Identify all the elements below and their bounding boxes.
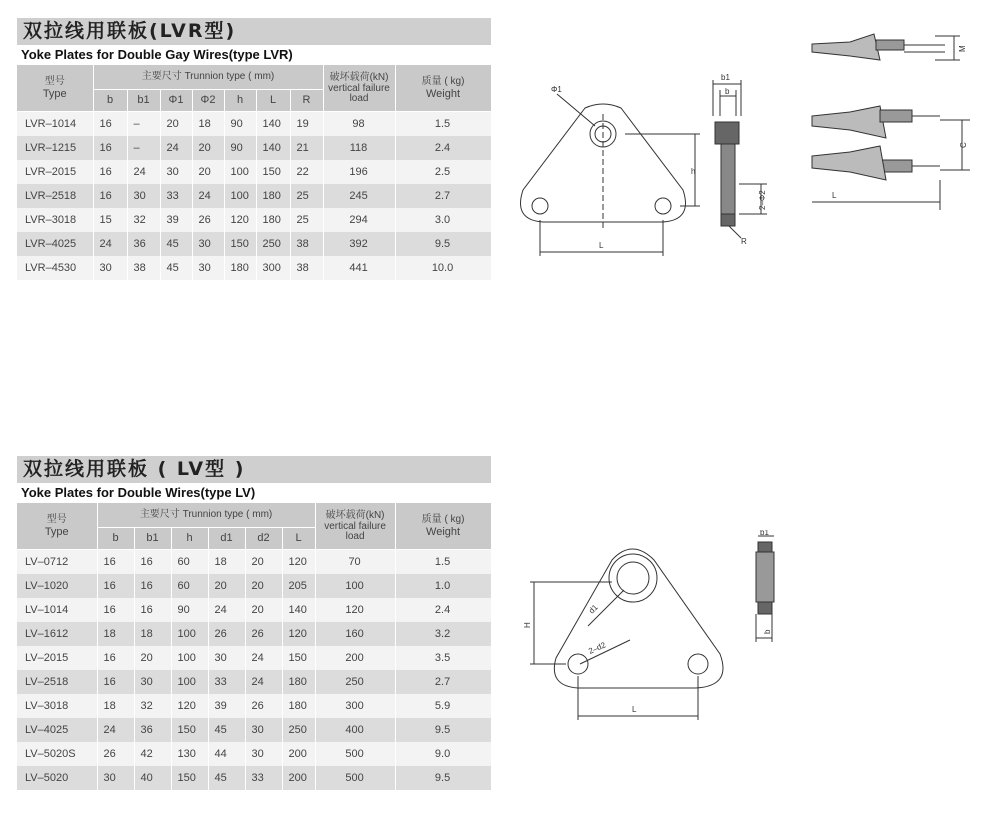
value-cell: 90 (224, 111, 256, 136)
value-cell: 21 (290, 136, 323, 160)
header-col: L (256, 89, 290, 111)
type-cell: LVR–3018 (17, 208, 93, 232)
value-cell: 10.0 (395, 256, 491, 280)
value-cell: 24 (192, 184, 224, 208)
table-row (17, 694, 491, 718)
value-cell: 44 (208, 742, 245, 766)
value-cell: 150 (171, 766, 208, 790)
value-cell: 39 (208, 694, 245, 718)
lvr-plate-drawing (515, 70, 785, 270)
value-cell: 16 (97, 549, 134, 574)
value-cell: 120 (282, 622, 315, 646)
value-cell: 18 (97, 694, 134, 718)
header-col: b (97, 527, 134, 549)
header-load: 破坏载荷(kN) vertical failure load (323, 65, 395, 111)
value-cell: 9.5 (395, 766, 491, 790)
type-cell: LV–1612 (17, 622, 97, 646)
value-cell: 16 (93, 111, 127, 136)
value-cell: 250 (315, 670, 395, 694)
table-row (17, 766, 491, 790)
value-cell: 24 (97, 718, 134, 742)
header-load: 破坏载荷(kN) vertical failure load (315, 503, 395, 549)
value-cell: 1.5 (395, 111, 491, 136)
value-cell: 18 (97, 622, 134, 646)
value-cell: 24 (127, 160, 160, 184)
header-col: b1 (127, 89, 160, 111)
value-cell: 16 (97, 598, 134, 622)
value-cell: 22 (290, 160, 323, 184)
table-row (17, 718, 491, 742)
label-c: C (959, 142, 968, 148)
value-cell: 20 (245, 598, 282, 622)
header-type: 型号 Type (17, 65, 93, 111)
value-cell: 150 (171, 718, 208, 742)
value-cell: 118 (323, 136, 395, 160)
value-cell: 250 (256, 232, 290, 256)
value-cell: 150 (282, 646, 315, 670)
type-cell: LVR–1215 (17, 136, 93, 160)
value-cell: 16 (97, 646, 134, 670)
value-cell: 24 (93, 232, 127, 256)
section-subtitle: Yoke Plates for Double Wires(type LV) (21, 485, 256, 500)
value-cell: 33 (160, 184, 192, 208)
value-cell: 16 (93, 136, 127, 160)
type-cell: LV–5020 (17, 766, 97, 790)
value-cell: 45 (160, 256, 192, 280)
label-phi1: Φ1 (551, 85, 562, 94)
value-cell: 33 (245, 766, 282, 790)
value-cell: 25 (290, 184, 323, 208)
label-2phi2: 2–Φ2 (758, 190, 767, 210)
value-cell: 500 (315, 742, 395, 766)
value-cell: 70 (315, 549, 395, 574)
value-cell: 16 (134, 574, 171, 598)
value-cell: 100 (171, 646, 208, 670)
value-cell: 2.7 (395, 184, 491, 208)
type-cell: LVR–1014 (17, 111, 93, 136)
value-cell: 38 (290, 256, 323, 280)
value-cell: 2.7 (395, 670, 491, 694)
value-cell: 196 (323, 160, 395, 184)
value-cell: 180 (224, 256, 256, 280)
value-cell: 45 (160, 232, 192, 256)
value-cell: 30 (93, 256, 127, 280)
table-row (17, 742, 491, 766)
value-cell: 60 (171, 549, 208, 574)
value-cell: 16 (134, 598, 171, 622)
label-l: L (832, 191, 837, 200)
value-cell: 3.2 (395, 622, 491, 646)
value-cell: 24 (160, 136, 192, 160)
value-cell: 205 (282, 574, 315, 598)
header-col: d1 (208, 527, 245, 549)
value-cell: 30 (192, 232, 224, 256)
value-cell: 120 (171, 694, 208, 718)
value-cell: 140 (282, 598, 315, 622)
table-row (17, 622, 491, 646)
label-b: b (763, 629, 772, 634)
type-cell: LV–1014 (17, 598, 97, 622)
table-row (17, 670, 491, 694)
value-cell: 32 (134, 694, 171, 718)
value-cell: 300 (315, 694, 395, 718)
header-col: h (171, 527, 208, 549)
value-cell: 16 (97, 574, 134, 598)
value-cell: 150 (256, 160, 290, 184)
type-cell: LV–1020 (17, 574, 97, 598)
label-r: R (741, 237, 747, 246)
value-cell: 20 (245, 549, 282, 574)
label-2d2: 2–d2 (587, 640, 608, 656)
type-cell: LV–2518 (17, 670, 97, 694)
value-cell: 26 (245, 622, 282, 646)
value-cell: 441 (323, 256, 395, 280)
value-cell: 30 (160, 160, 192, 184)
value-cell: 36 (134, 718, 171, 742)
type-cell: LVR–4025 (17, 232, 93, 256)
table-row (17, 549, 491, 574)
value-cell: 1.5 (395, 549, 491, 574)
value-cell: 245 (323, 184, 395, 208)
value-cell: 20 (245, 574, 282, 598)
header-weight: 质量 ( kg) Weight (395, 503, 491, 549)
table-row (17, 574, 491, 598)
value-cell: 294 (323, 208, 395, 232)
label-h: H (523, 622, 532, 628)
value-cell: 20 (134, 646, 171, 670)
lv-plate-drawing (520, 530, 800, 730)
value-cell: 90 (224, 136, 256, 160)
value-cell: 100 (171, 670, 208, 694)
value-cell: 100 (315, 574, 395, 598)
value-cell: 1.0 (395, 574, 491, 598)
table-row (17, 208, 491, 232)
value-cell: 26 (208, 622, 245, 646)
value-cell: 20 (192, 160, 224, 184)
value-cell: 98 (323, 111, 395, 136)
type-cell: LV–0712 (17, 549, 97, 574)
value-cell: 30 (134, 670, 171, 694)
value-cell: 40 (134, 766, 171, 790)
value-cell: 20 (160, 111, 192, 136)
value-cell: – (127, 111, 160, 136)
value-cell: 16 (134, 549, 171, 574)
value-cell: 250 (282, 718, 315, 742)
type-cell: LVR–2518 (17, 184, 93, 208)
value-cell: 38 (127, 256, 160, 280)
header-col: d2 (245, 527, 282, 549)
header-col: b1 (134, 527, 171, 549)
header-col: Φ1 (160, 89, 192, 111)
value-cell: 42 (134, 742, 171, 766)
value-cell: 16 (97, 670, 134, 694)
value-cell: 140 (256, 136, 290, 160)
spec-table-lv (17, 503, 492, 790)
value-cell: 100 (171, 622, 208, 646)
value-cell: 130 (171, 742, 208, 766)
header-dimensions: 主要尺寸 Trunnion type ( mm) (97, 503, 315, 527)
value-cell: 20 (192, 136, 224, 160)
value-cell: 33 (208, 670, 245, 694)
section-title: 双拉线用联板 ( LV型 ) (17, 456, 491, 483)
section-lv (17, 456, 491, 790)
value-cell: 400 (315, 718, 395, 742)
table-row (17, 160, 491, 184)
header-col: h (224, 89, 256, 111)
value-cell: 180 (282, 694, 315, 718)
value-cell: 30 (127, 184, 160, 208)
value-cell: 18 (208, 549, 245, 574)
value-cell: 16 (93, 184, 127, 208)
value-cell: 26 (245, 694, 282, 718)
value-cell: 200 (315, 646, 395, 670)
value-cell: 100 (224, 160, 256, 184)
value-cell: 45 (208, 718, 245, 742)
value-cell: 150 (224, 232, 256, 256)
value-cell: 120 (282, 549, 315, 574)
spec-table-lvr (17, 65, 492, 280)
value-cell: 500 (315, 766, 395, 790)
value-cell: 392 (323, 232, 395, 256)
value-cell: 140 (256, 111, 290, 136)
value-cell: 160 (315, 622, 395, 646)
assembly-drawing (810, 30, 990, 215)
value-cell: 30 (208, 646, 245, 670)
table-row (17, 136, 491, 160)
type-cell: LVR–4530 (17, 256, 93, 280)
value-cell: 3.5 (395, 646, 491, 670)
label-h: h (691, 167, 696, 176)
value-cell: – (127, 136, 160, 160)
value-cell: 30 (192, 256, 224, 280)
table-row (17, 232, 491, 256)
type-cell: LV–2015 (17, 646, 97, 670)
section-title: 双拉线用联板(LVR型) (17, 18, 491, 45)
value-cell: 120 (315, 598, 395, 622)
value-cell: 19 (290, 111, 323, 136)
label-l: L (599, 241, 604, 250)
type-cell: LV–4025 (17, 718, 97, 742)
value-cell: 39 (160, 208, 192, 232)
header-col: R (290, 89, 323, 111)
type-cell: LV–5020S (17, 742, 97, 766)
value-cell: 5.9 (395, 694, 491, 718)
table-row (17, 256, 491, 280)
table-row (17, 111, 491, 136)
value-cell: 24 (208, 598, 245, 622)
value-cell: 16 (93, 160, 127, 184)
value-cell: 18 (134, 622, 171, 646)
value-cell: 180 (282, 670, 315, 694)
value-cell: 9.5 (395, 718, 491, 742)
value-cell: 36 (127, 232, 160, 256)
value-cell: 90 (171, 598, 208, 622)
value-cell: 2.5 (395, 160, 491, 184)
value-cell: 25 (290, 208, 323, 232)
type-cell: LV–3018 (17, 694, 97, 718)
value-cell: 120 (224, 208, 256, 232)
value-cell: 24 (245, 670, 282, 694)
value-cell: 30 (245, 718, 282, 742)
value-cell: 32 (127, 208, 160, 232)
header-dimensions: 主要尺寸 Trunnion type ( mm) (93, 65, 323, 89)
section-lvr (17, 18, 491, 280)
section-subtitle: Yoke Plates for Double Gay Wires(type LVR) (21, 47, 293, 62)
value-cell: 3.0 (395, 208, 491, 232)
value-cell: 200 (282, 742, 315, 766)
value-cell: 30 (97, 766, 134, 790)
label-l: L (632, 705, 637, 714)
value-cell: 18 (192, 111, 224, 136)
label-b: b (725, 87, 730, 96)
header-col: L (282, 527, 315, 549)
value-cell: 180 (256, 184, 290, 208)
label-m: M (958, 45, 967, 52)
value-cell: 300 (256, 256, 290, 280)
value-cell: 2.4 (395, 136, 491, 160)
value-cell: 45 (208, 766, 245, 790)
value-cell: 38 (290, 232, 323, 256)
label-b1: b1 (721, 73, 730, 82)
value-cell: 26 (192, 208, 224, 232)
value-cell: 100 (224, 184, 256, 208)
value-cell: 24 (245, 646, 282, 670)
value-cell: 15 (93, 208, 127, 232)
value-cell: 180 (256, 208, 290, 232)
header-type: 型号 Type (17, 503, 97, 549)
table-row (17, 184, 491, 208)
table-row (17, 646, 491, 670)
value-cell: 200 (282, 766, 315, 790)
value-cell: 9.0 (395, 742, 491, 766)
value-cell: 2.4 (395, 598, 491, 622)
table-row (17, 598, 491, 622)
type-cell: LVR–2015 (17, 160, 93, 184)
value-cell: 9.5 (395, 232, 491, 256)
label-b1: b1 (760, 530, 769, 537)
header-col: b (93, 89, 127, 111)
label-d1: d1 (587, 602, 600, 616)
value-cell: 30 (245, 742, 282, 766)
value-cell: 26 (97, 742, 134, 766)
header-weight: 质量 ( kg) Weight (395, 65, 491, 111)
value-cell: 20 (208, 574, 245, 598)
value-cell: 60 (171, 574, 208, 598)
header-col: Φ2 (192, 89, 224, 111)
